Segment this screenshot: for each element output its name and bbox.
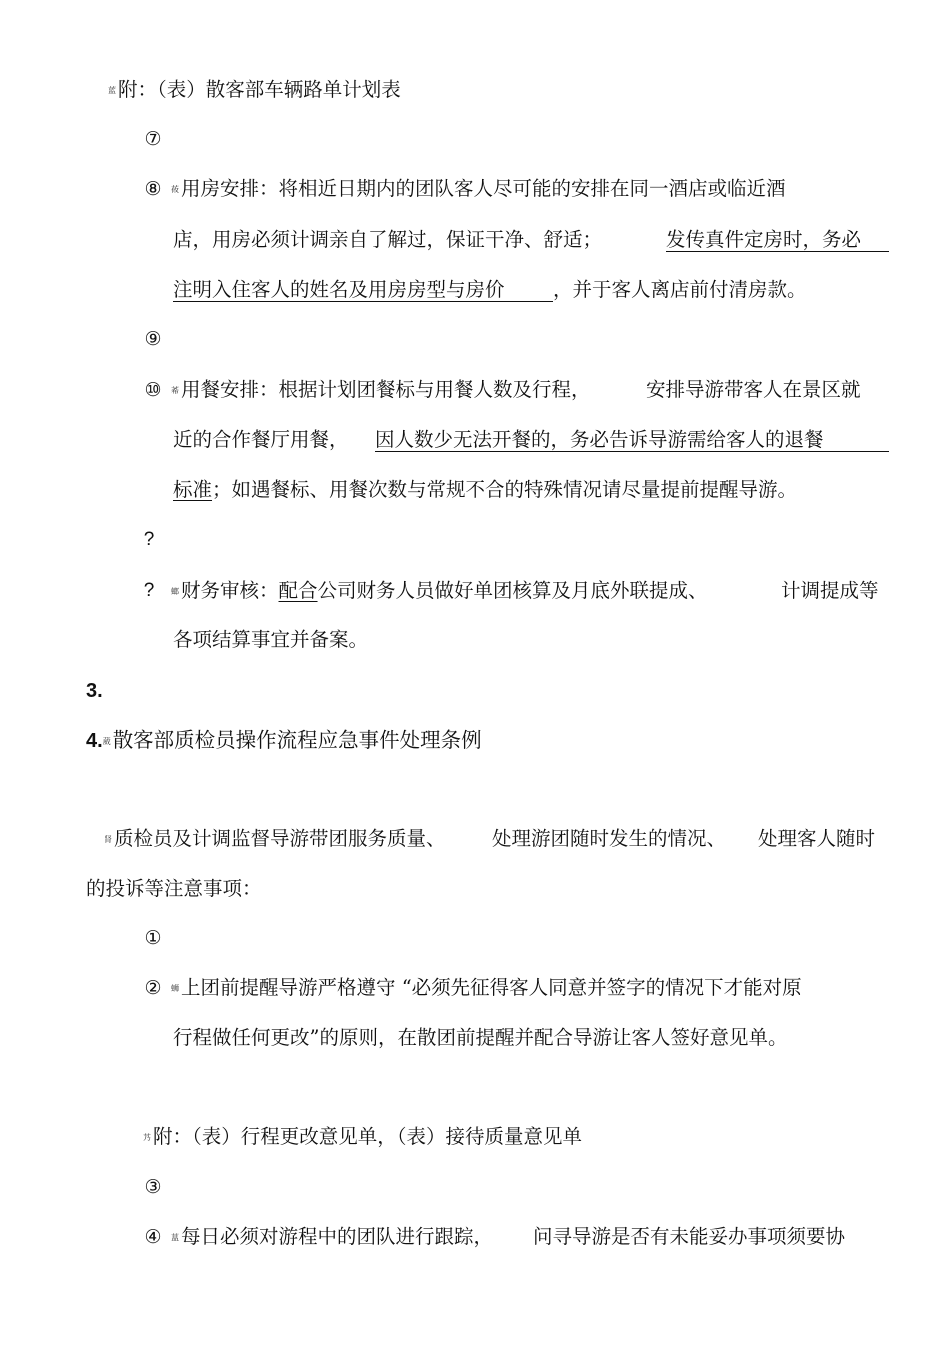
room-arrangement-fax-note	[666, 227, 861, 253]
room-arrangement-line-3-tail	[553, 277, 807, 303]
cooperate-text: 配合	[278, 579, 318, 602]
stray-glyph: 蓝	[108, 85, 116, 95]
meal-arrangement-line-3	[173, 477, 797, 503]
meal-arrangement-text: 近的合作餐厅用餐，	[173, 428, 349, 451]
pre-tour-reminder-line-1	[171, 975, 802, 1002]
attachment-text: 附：（表）散客部车辆路单计划表	[118, 78, 401, 101]
room-arrangement-text: 店，用房必须计调亲自了解过，保证干净、舒适；	[173, 228, 603, 251]
tracking-text: 问寻导游是否有未能妥办事项须要协	[533, 1225, 846, 1248]
intro-text: 的投诉等注意事项：	[86, 877, 262, 900]
item-number-3: ③	[144, 1176, 162, 1198]
daily-tracking-line-1	[171, 1224, 493, 1251]
section-title: 散客部质检员操作流程应急事件处理条例	[112, 728, 482, 752]
stray-glyph: 葳	[102, 736, 111, 746]
stray-glyph: 螂	[171, 586, 179, 596]
stray-glyph: 肾	[104, 834, 112, 844]
item-number-8: ⑧	[144, 178, 162, 200]
section-3-heading: 3.	[86, 680, 103, 702]
finance-review-text: 计调提成等	[781, 579, 879, 602]
intro-line-2	[86, 876, 262, 902]
finance-review-line-2	[173, 627, 368, 653]
tracking-text: 每日必须对游程中的团队进行跟踪，	[181, 1225, 494, 1248]
underline	[173, 301, 553, 302]
stray-glyph: 艿	[143, 1132, 151, 1142]
daily-tracking-line-1-tail	[533, 1224, 845, 1250]
room-arrangement-line-3	[173, 277, 505, 303]
item-number-9: ⑨	[144, 328, 162, 350]
meal-arrangement-line-1-tail	[646, 377, 861, 403]
guest-info-note-text: 注明入住客人的姓名及用房房型与房价	[173, 278, 505, 301]
refund-note-text: 因人数少无法开餐的，务必告诉导游需给客人的退餐	[375, 428, 824, 451]
reminder-text: 上团前提醒导游严格遵守 “必须先征得客人同意并签字的情况下才能对原	[181, 976, 802, 999]
finance-review-text: 财务审核：	[181, 579, 279, 602]
intro-text: 处理游团随时发生的情况、	[492, 827, 727, 850]
pre-tour-reminder-line-2	[173, 1025, 787, 1051]
item-number-10: ⑩	[144, 379, 162, 401]
finance-review-line-1	[171, 578, 708, 605]
section-4-heading	[86, 727, 482, 755]
item-marker-unknown: ?	[143, 529, 155, 550]
standard-text: 标准	[173, 478, 213, 501]
intro-text: 处理客人随时	[758, 827, 876, 850]
stray-glyph: 莜	[171, 184, 179, 194]
stray-glyph: 莃	[171, 385, 179, 395]
item-number-4: ④	[144, 1226, 162, 1248]
item-number-2: ②	[144, 977, 162, 999]
room-arrangement-text: ，并于客人离店前付清房款。	[553, 278, 807, 301]
section-number: 4.	[86, 730, 103, 752]
attachment-feedback-forms	[143, 1124, 582, 1151]
meal-refund-note	[375, 427, 824, 453]
meal-arrangement-text: 用餐安排：根据计划团餐标与用餐人数及行程，	[181, 378, 591, 401]
room-arrangement-line-1	[171, 176, 786, 203]
room-arrangement-line-2	[173, 227, 602, 253]
meal-arrangement-text: ；如遇餐标、用餐次数与常规不合的特殊情况请尽量提前提醒导游。	[212, 478, 798, 501]
meal-arrangement-line-2	[173, 427, 349, 453]
item-number-7: ⑦	[144, 128, 162, 150]
attachment-text: 附：（表）行程更改意见单，（表）接待质量意见单	[153, 1125, 583, 1148]
intro-line-1	[104, 826, 446, 853]
attachment-vehicle-plan	[108, 77, 401, 104]
meal-arrangement-line-1	[171, 377, 591, 404]
item-marker-unknown: ?	[143, 580, 155, 601]
intro-line-1-mid	[492, 826, 726, 852]
underline	[666, 251, 889, 252]
stray-glyph: 蛳	[171, 983, 179, 993]
reminder-text: 行程做任何更改”的原则，在散团前提醒并配合导游让客人签好意见单。	[173, 1026, 788, 1049]
intro-text: 质检员及计调监督导游带团服务质量、	[114, 827, 446, 850]
underline	[375, 451, 889, 452]
meal-arrangement-text: 安排导游带客人在景区就	[646, 378, 861, 401]
finance-review-text: 各项结算事宜并备案。	[173, 628, 369, 651]
finance-review-text: 公司财务人员做好单团核算及月底外联提成、	[317, 579, 708, 602]
intro-line-1-tail	[758, 826, 875, 852]
fax-note-text: 发传真件定房时，务必	[666, 228, 862, 251]
finance-review-line-1-tail	[781, 578, 879, 604]
item-number-1: ①	[144, 927, 162, 949]
room-arrangement-text: 用房安排：将相近日期内的团队客人尽可能的安排在同一酒店或临近酒	[181, 177, 786, 200]
stray-glyph: 蒀	[171, 1232, 179, 1242]
